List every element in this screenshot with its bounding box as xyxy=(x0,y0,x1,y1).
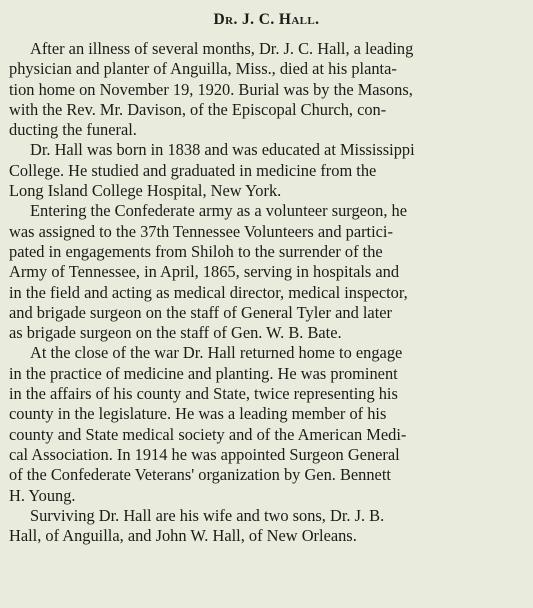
text-line: in the field and acting as medical director, medical inspector, xyxy=(9,282,408,302)
text-line: county in the legislature. He was a leading member of his xyxy=(9,404,387,424)
text-line: College. He studied and graduated in medicine from the xyxy=(9,160,377,180)
text-line: in the affairs of his county and State, twice representing his xyxy=(9,384,398,404)
text-line: and brigade surgeon on the staff of General Tyler and later xyxy=(9,302,392,322)
text-line: pated in engagements from Shiloh to the surrender of the xyxy=(9,241,383,261)
text-line: Surviving Dr. Hall are his wife and two sons, Dr. J. B. xyxy=(30,505,385,525)
text-line: county and State medical society and of the American Medi- xyxy=(9,424,407,444)
paragraph xyxy=(9,343,524,505)
text-line: physician and planter of Anguilla, Miss., died at his planta- xyxy=(9,59,397,79)
text-line: Hall, of Anguilla, and John W. Hall, of New Orleans. xyxy=(9,526,357,546)
obituary-body xyxy=(9,39,524,546)
paragraph xyxy=(9,140,524,201)
text-line: cal Association. In 1914 he was appointed Surgeon General xyxy=(9,444,400,464)
text-line: Army of Tennessee, in April, 1865, serving in hospitals and xyxy=(9,262,400,282)
text-line: of the Confederate Veterans' organization by Gen. Bennett xyxy=(9,465,391,485)
text-line: Long Island College Hospital, New York. xyxy=(9,181,282,201)
text-line: was assigned to the 37th Tennessee Volunteers and partici- xyxy=(9,221,393,241)
text-line: Entering the Confederate army as a volunteer surgeon, he xyxy=(30,201,408,221)
text-line: as brigade surgeon on the staff of Gen. W. B. Bate. xyxy=(9,323,342,343)
text-line: H. Young. xyxy=(9,485,76,505)
text-line: Dr. Hall was born in 1838 and was educated at Mississippi xyxy=(30,140,415,160)
text-line: tion home on November 19, 1920. Burial was by the Masons, xyxy=(9,79,413,99)
text-line: with the Rev. Mr. Davison, of the Episcopal Church, con- xyxy=(9,99,387,119)
text-line: At the close of the war Dr. Hall returned home to engage xyxy=(30,343,403,363)
paragraph xyxy=(9,201,524,343)
text-line: After an illness of several months, Dr. J. C. Hall, a leading xyxy=(30,39,414,58)
paragraph xyxy=(9,39,524,140)
text-line: ducting the funeral. xyxy=(9,120,137,140)
text-line: in the practice of medicine and planting. He was prominent xyxy=(9,363,398,383)
paragraph xyxy=(9,506,524,547)
obituary-title: Dr. J. C. Hall. xyxy=(213,11,320,28)
